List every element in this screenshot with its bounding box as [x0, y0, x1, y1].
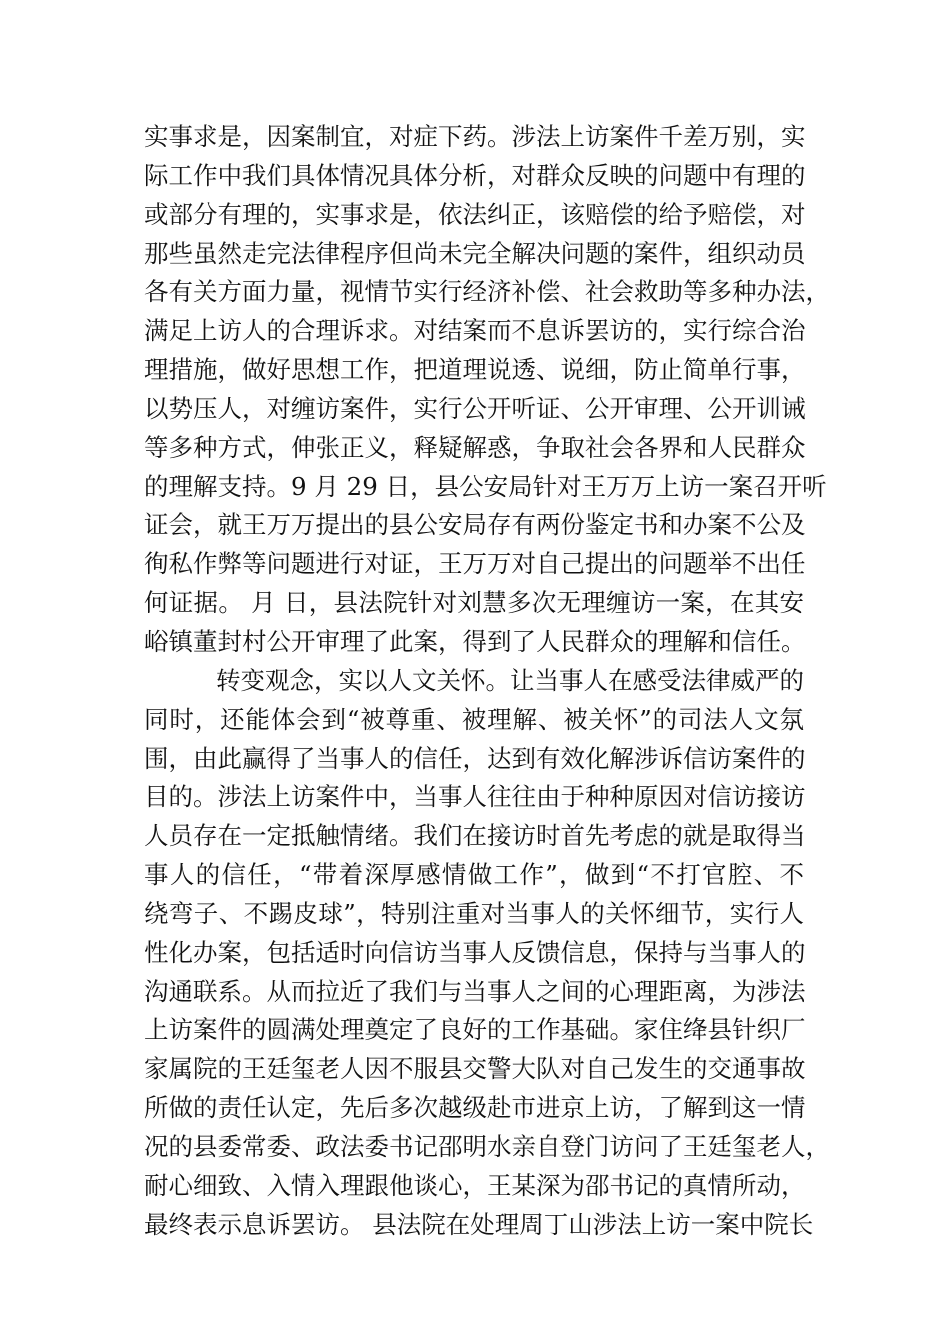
text-line: 沟通联系。从而拉近了我们与当事人之间的心理距离，为涉法: [144, 976, 806, 1006]
text-line: 等多种方式，伸张正义，释疑解惑，争取社会各界和人民群众: [144, 432, 806, 462]
text-line: 围，由此赢得了当事人的信任，达到有效化解涉诉信访案件的: [144, 743, 806, 773]
text-line: 以势压人，对缠访案件，实行公开听证、公开审理、公开训诫: [144, 393, 806, 423]
text-line: 况的县委常委、政法委书记邵明水亲自登门访问了王廷玺老人，: [144, 1131, 830, 1161]
text-line: 或部分有理的，实事求是，依法纠正，该赔偿的给予赔偿，对: [144, 199, 806, 229]
text-line: 际工作中我们具体情况具体分析，对群众反映的问题中有理的: [144, 160, 806, 190]
text-line: 满足上访人的合理诉求。对结案而不息诉罢访的，实行综合治: [144, 316, 806, 346]
text-line: 绕弯子、不踢皮球”，特别注重对当事人的关怀细节，实行人: [144, 898, 804, 928]
text-line: 耐心细致、入情入理跟他谈心，王某深为邵书记的真情所动，: [144, 1170, 806, 1200]
text-line: 峪镇董封村公开审理了此案，得到了人民群众的理解和信任。: [144, 626, 806, 656]
text-line: 那些虽然走完法律程序但尚未完全解决问题的案件，组织动员: [144, 238, 806, 268]
text-line: 实事求是，因案制宜，对症下药。涉法上访案件千差万别，实: [144, 122, 806, 151]
text-line: 各有关方面力量，视情节实行经济补偿、社会救助等多种办法，: [144, 277, 830, 307]
text-line: 同时，还能体会到“被尊重、被理解、被关怀”的司法人文氛: [144, 704, 804, 734]
text-line: 所做的责任认定，先后多次越级赴市进京上访，了解到这一情: [144, 1093, 806, 1123]
text-line: 家属院的王廷玺老人因不服县交警大队对自己发生的交通事故: [144, 1054, 806, 1084]
text-line: 转变观念，实以人文关怀。让当事人在感受法律威严的: [216, 665, 804, 695]
document-body: [144, 118, 830, 1244]
text-line: 最终表示息诉罢访。 县法院在处理周丁山涉法上访一案中院长: [144, 1209, 814, 1239]
text-line: 上访案件的圆满处理奠定了良好的工作基础。家住绛县针织厂: [144, 1015, 806, 1045]
text-line: 何证据。 月 日，县法院针对刘慧多次无理缠访一案，在其安: [144, 588, 804, 618]
text-line: 证会，就王万万提出的县公安局存有两份鉴定书和办案不公及: [144, 510, 806, 540]
text-line: 性化办案，包括适时向信访当事人反馈信息，保持与当事人的: [144, 937, 806, 967]
text-line: 人员存在一定抵触情绪。我们在接访时首先考虑的就是取得当: [144, 821, 806, 851]
text-line: 目的。涉法上访案件中，当事人往往由于种种原因对信访接访: [144, 782, 806, 812]
text-line: 徇私作弊等问题进行对证，王万万对自己提出的问题举不出任: [144, 549, 806, 579]
text-line: 理措施，做好思想工作，把道理说透、说细，防止简单行事，: [144, 355, 806, 385]
text-line: 事人的信任，“带着深厚感情做工作”，做到“不打官腔、不: [144, 860, 804, 890]
text-line: 的理解支持。9 月 29 日，县公安局针对王万万上访一案召开听: [144, 471, 827, 501]
